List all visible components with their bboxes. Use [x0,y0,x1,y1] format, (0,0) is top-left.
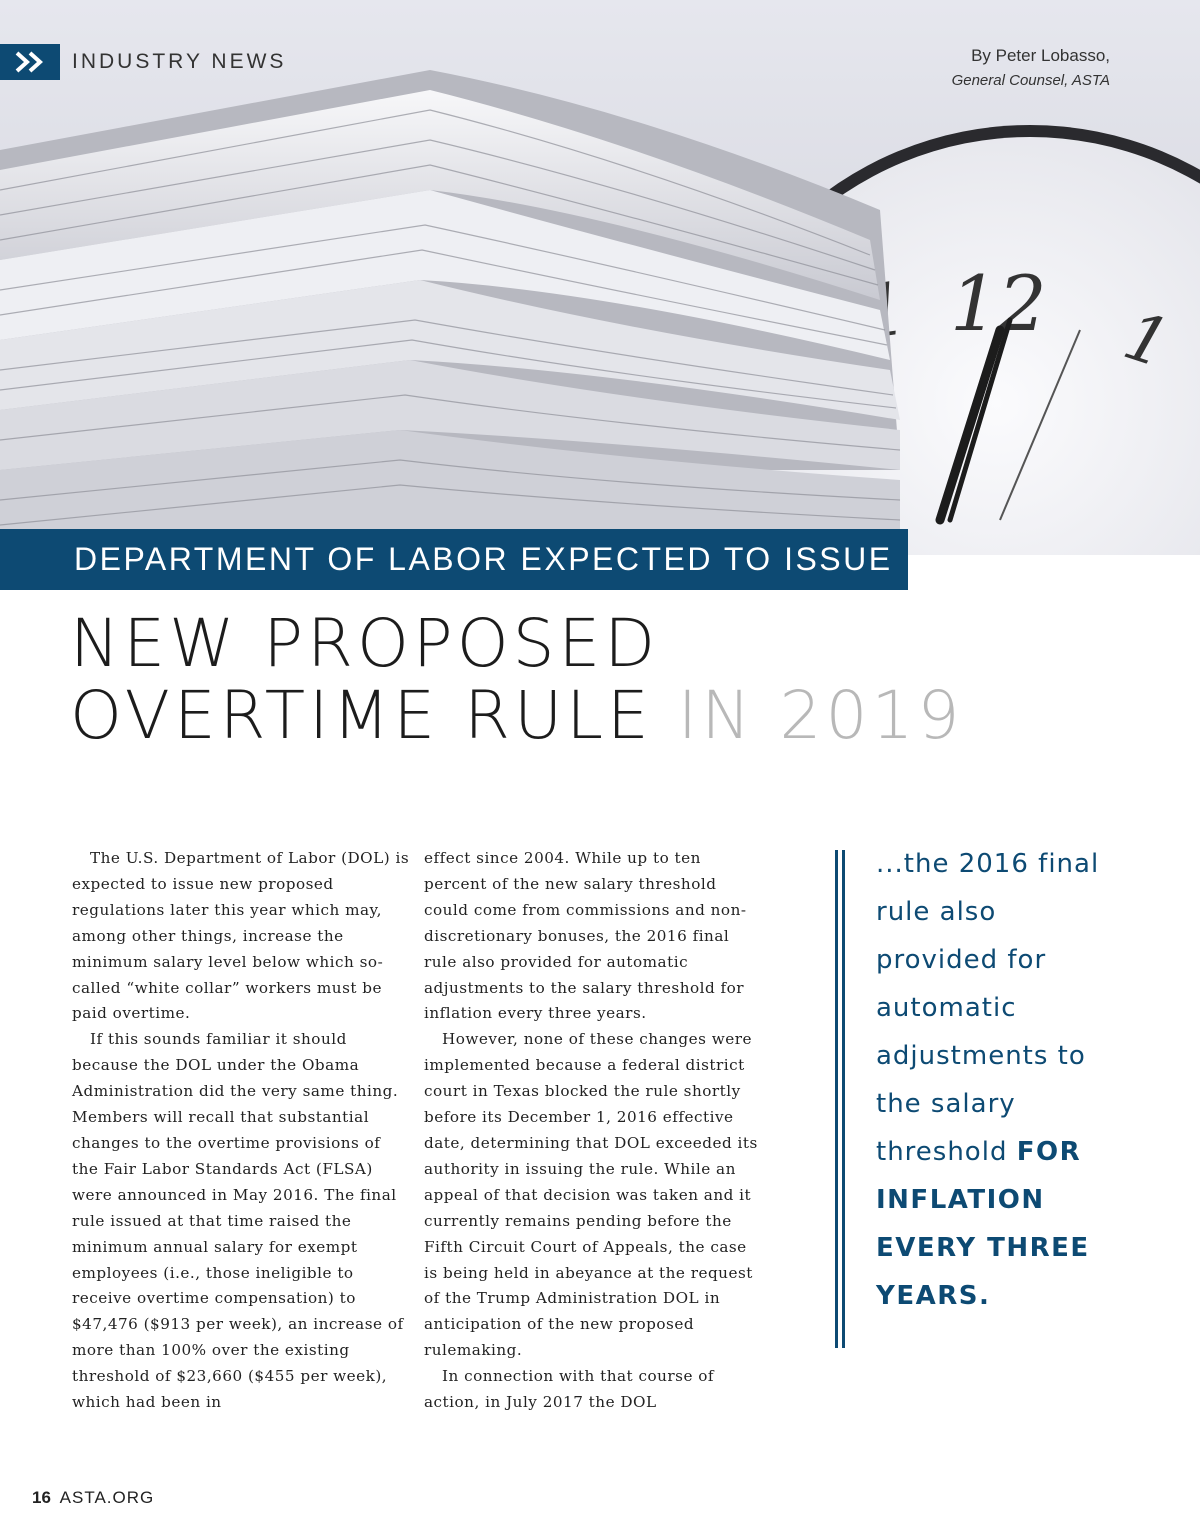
byline [952,46,1110,89]
pullquote-emphasis: FOR INFLATION EVERY THREE YEARS. [876,1137,1090,1311]
section-label: INDUSTRY NEWS [72,50,287,73]
pullquote [876,840,1116,1320]
paragraph: The U.S. Department of Labor (DOL) is expected to issue new proposed regulations later this year which may, among other things, increase the minimum salary level below which so-called “white collar” workers must be paid overtime. [72,849,410,1023]
section-tag [0,44,286,80]
page-title [70,605,964,754]
clock-numeral-12: 12 [950,259,1047,348]
clock-numeral-1: 1 [1115,296,1179,384]
title-line-1: NEW PROPOSED [70,605,660,682]
body-column-1 [72,846,412,1416]
title-year: IN 2019 [677,677,964,754]
section-tag-box [0,44,60,80]
paragraph: In connection with that course of action, in July 2017 the DOL [424,1367,715,1412]
author-name: By Peter Lobasso, [971,46,1110,65]
double-chevron-right-icon [15,51,45,73]
page-footer [32,1488,154,1508]
page-number: 16 [32,1488,51,1507]
footer-site[interactable]: ASTA.ORG [59,1488,155,1507]
author-title: General Counsel, ASTA [951,72,1110,89]
body-column-2 [424,846,764,1416]
title-line-2: OVERTIME RULE [70,677,653,754]
paper-stack [0,70,900,555]
paragraph: If this sounds familiar it should because the DOL under the Obama Administration did the very same thing. Members will recall that substantial changes to the overtime provisions of the Fair Labor Standards Act (FLSA) were announced in May 2016. The final rule issued at that time raised the minimum annual salary for exempt employees (i.e., those ineligible to receive overtime compensation) to $47,476 ($913 per week), an increase of more than 100% over the existing threshold of $23,660 ($455 per week), which had been in [72,1030,404,1412]
pullquote-text: ...the 2016 final rule also provided for automatic adjustments to the salary threshold [876,849,1100,1167]
paragraph: However, none of these changes were implemented because a federal district court in Texas blocked the rule shortly before its December 1, 2016 effective date, determining that DOL exceeded its authority in issuing the rule. While an appeal of that decision was taken and it currently remains pending before the Fifth Circuit Court of Appeals, the case is being held in abeyance at the request of the Trump Administration DOL in anticipation of the new proposed rulemaking. [424,1030,758,1360]
pullquote-rule [835,850,845,1348]
paragraph-continued: effect since 2004. While up to ten percent of the new salary threshold could come from commissions and non-discretionary bonuses, the 2016 final rule also provided for automatic adjustments to the salary threshold for inflation every three years. [424,849,747,1023]
headline-kicker: DEPARTMENT OF LABOR EXPECTED TO ISSUE [0,529,908,590]
